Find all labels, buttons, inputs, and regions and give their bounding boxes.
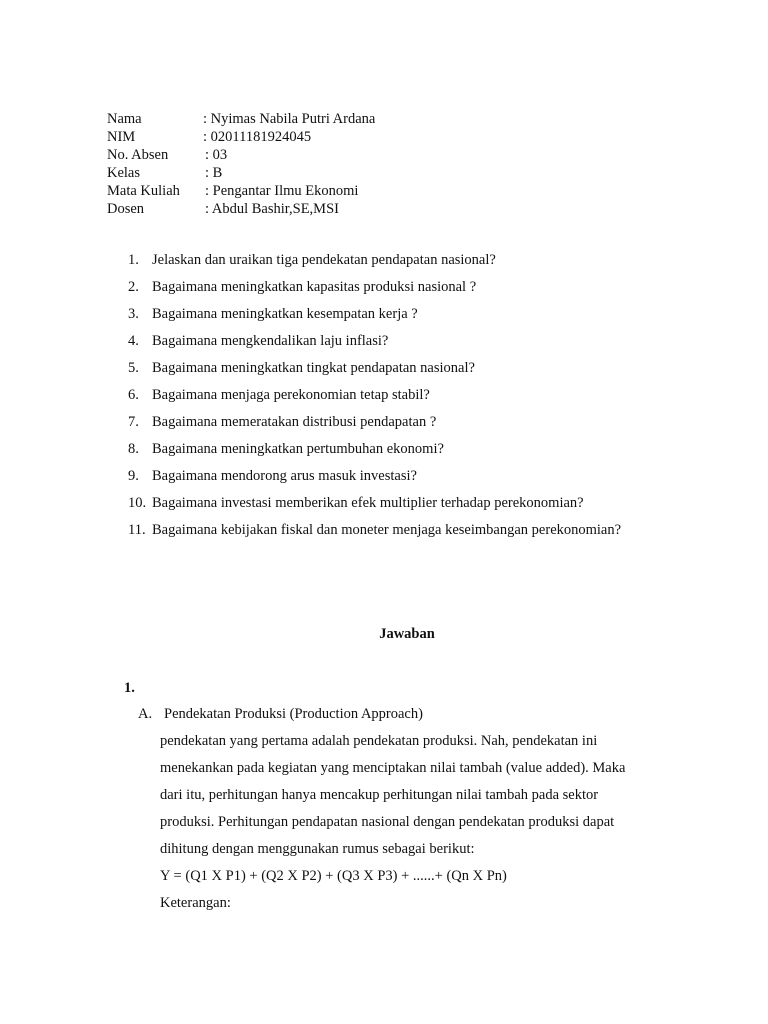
list-item — [128, 440, 621, 467]
list-number: 2. — [128, 279, 139, 295]
paragraph-line: dihitung dengan menggunakan rumus sebagai berikut: — [160, 841, 475, 857]
sub-title: Pendekatan Produksi (Production Approach) — [164, 706, 423, 722]
list-number: 10. — [128, 495, 147, 511]
question-text: Bagaimana meningkatkan pertumbuhan ekonomi? — [152, 441, 444, 457]
question-text: Bagaimana meningkatkan tingkat pendapatan nasional? — [152, 360, 475, 376]
question-text: Bagaimana investasi memberikan efek multiplier terhadap perekonomian? — [152, 495, 584, 511]
answer-number: 1. — [124, 680, 135, 696]
list-number: 8. — [128, 441, 139, 457]
list-number: 7. — [128, 414, 139, 430]
info-value: : 02011181924045 — [203, 129, 312, 145]
question-text: Bagaimana kebijakan fiskal dan moneter menjaga keseimbangan perekonomian? — [152, 522, 622, 538]
list-number: 11. — [128, 522, 146, 538]
list-item — [128, 251, 621, 278]
list-number: 5. — [128, 360, 139, 376]
paragraph-line: produksi. Perhitungan pendapatan nasional dengan pendekatan produksi dapat — [160, 814, 615, 830]
list-item — [128, 305, 621, 332]
list-item — [128, 494, 621, 521]
question-text: Bagaimana meningkatkan kapasitas produksi nasional ? — [152, 279, 477, 295]
list-item — [128, 386, 621, 413]
question-text: Bagaimana menjaga perekonomian tetap stabil? — [152, 387, 430, 403]
info-label: Nama — [107, 111, 142, 127]
list-item — [128, 521, 621, 548]
question-text: Bagaimana mendorong arus masuk investasi? — [152, 468, 417, 484]
formula-line: Y = (Q1 X P1) + (Q2 X P2) + (Q3 X P3) + ......+ (Qn X Pn) — [160, 868, 507, 884]
sub-heading — [138, 705, 423, 723]
info-value: : Nyimas Nabila Putri Ardana — [203, 111, 376, 127]
paragraph-line: dari itu, perhitungan hanya mencakup perhitungan nilai tambah pada sektor — [160, 787, 599, 803]
question-list — [128, 251, 621, 548]
list-number: 9. — [128, 468, 139, 484]
list-item — [128, 413, 621, 440]
info-value: : Abdul Bashir,SE,MSI — [205, 201, 339, 217]
list-item — [128, 359, 621, 386]
info-label: NIM — [107, 129, 136, 145]
info-label: Mata Kuliah — [107, 183, 180, 199]
list-item — [128, 332, 621, 359]
answer-body — [160, 732, 625, 921]
sub-letter: A. — [138, 706, 153, 722]
paragraph-line: Keterangan: — [160, 895, 231, 911]
info-label: Kelas — [107, 165, 141, 181]
list-number: 6. — [128, 387, 139, 403]
answer-heading: Jawaban — [379, 626, 435, 642]
question-text: Bagaimana memeratakan distribusi pendapatan ? — [152, 414, 437, 430]
question-text: Bagaimana meningkatkan kesempatan kerja ? — [152, 306, 418, 322]
list-item — [128, 467, 621, 494]
info-value: : B — [205, 165, 223, 181]
list-item — [128, 278, 621, 305]
paragraph-line: pendekatan yang pertama adalah pendekatan produksi. Nah, pendekatan ini — [160, 733, 598, 749]
paragraph-line: menekankan pada kegiatan yang menciptakan nilai tambah (value added). Maka — [160, 760, 626, 776]
question-text: Bagaimana mengkendalikan laju inflasi? — [152, 333, 389, 349]
info-label: No. Absen — [107, 147, 169, 163]
info-value: : 03 — [205, 147, 228, 163]
info-value: : Pengantar Ilmu Ekonomi — [205, 183, 359, 199]
list-number: 3. — [128, 306, 139, 322]
info-label: Dosen — [107, 201, 145, 217]
list-number: 4. — [128, 333, 139, 349]
list-number: 1. — [128, 252, 139, 268]
question-text: Jelaskan dan uraikan tiga pendekatan pendapatan nasional? — [152, 252, 496, 268]
